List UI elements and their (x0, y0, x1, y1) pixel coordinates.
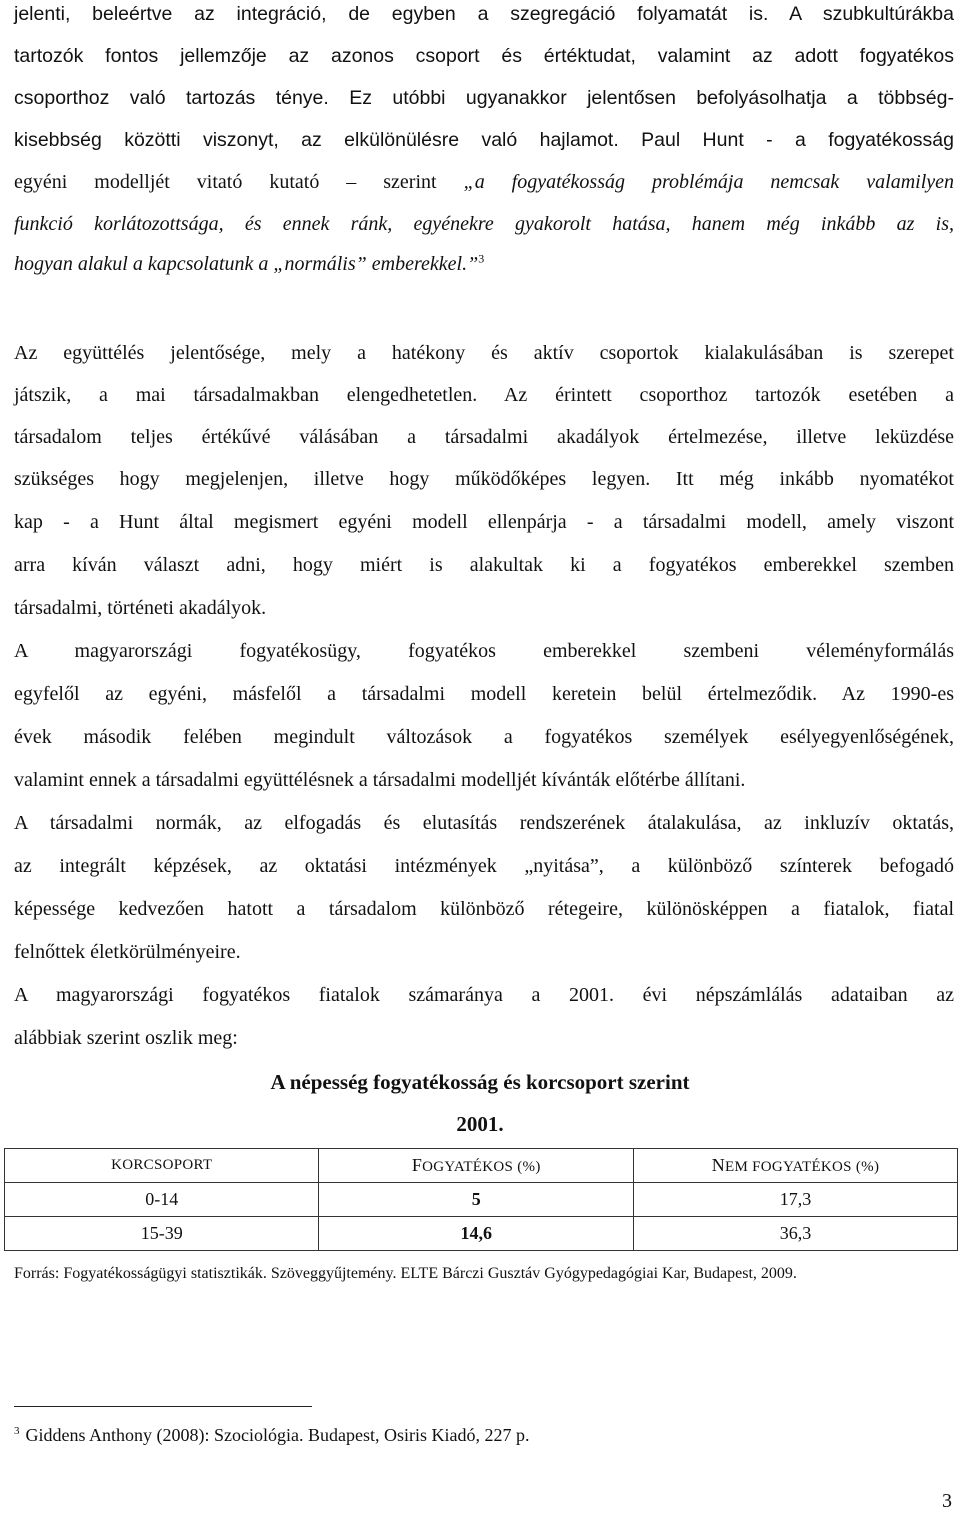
column-header-age-group: KORCSOPORT (5, 1149, 319, 1183)
text-line: évek második felében megindult változások a fogyatékos személyek esélyegyenlőségének, (14, 726, 954, 748)
text-line: A magyarországi fogyatékosügy, fogyatékos emberekkel szembeni véleményformálás (14, 640, 954, 662)
census-table (4, 1148, 958, 1251)
table-cell: 15-39 (5, 1217, 319, 1251)
table-year: 2001. (456, 1112, 504, 1136)
text-line: az integrált képzések, az oktatási intézmények „nyitása”, a különböző színterek befogadó (14, 855, 954, 877)
quote-end-line (14, 252, 954, 276)
table-cell: 17,3 (633, 1183, 957, 1217)
text-line-quote-start (14, 170, 954, 194)
text-line: alábbiak szerint oszlik meg: (14, 1027, 238, 1049)
text-line: valamint ennek a társadalmi együttélésnek a társadalmi modelljét kívánták előtérbe állítani. (14, 769, 746, 791)
table-row (5, 1217, 958, 1251)
footnote-separator (14, 1406, 312, 1407)
table-title: A népesség fogyatékosság és korcsoport szerint (270, 1070, 690, 1094)
text-line: A magyarországi fogyatékos fiatalok számaránya a 2001. évi népszámlálás adataiban az (14, 984, 954, 1006)
footnote-reference: 3 (478, 251, 485, 266)
table-header-row (5, 1149, 958, 1183)
text-line: jelenti, beleértve az integráció, de egyben a szegregáció folyamatát is. A szubkultúrákba (14, 3, 954, 25)
text-line: Az együttélés jelentősége, mely a hatékony és aktív csoportok kialakulásában is szerepet (14, 342, 954, 364)
table-source: Forrás: Fogyatékosságügyi statisztikák. Szöveggyűjtemény. ELTE Bárczi Gusztáv Gyógypedagógiai Kar, Budapest, 2009. (14, 1265, 797, 1282)
footnote-marker: 3 (14, 1425, 20, 1437)
text-line: felnőttek életkörülményeire. (14, 941, 241, 963)
text-line: csoporthoz való tartozás ténye. Ez utóbbi ugyanakkor jelentősen befolyásolhatja a többség- (14, 87, 954, 109)
footnote (14, 1420, 529, 1446)
table-cell: 14,6 (319, 1217, 633, 1251)
table-cell: 5 (319, 1183, 633, 1217)
text-line: kap - a Hunt által megismert egyéni modell ellenpárja - a társadalmi modell, amely viszont (14, 511, 954, 533)
quote-italic: „a fogyatékosság problémája nemcsak valamilyen (463, 171, 955, 193)
text-line: játszik, a mai társadalmakban elengedhetetlen. Az érintett csoporthoz tartozók esetében a (14, 384, 954, 406)
footnote-text: Giddens Anthony (2008): Szociológia. Budapest, Osiris Kiadó, 227 p. (25, 1425, 530, 1445)
text-normal: egyéni modelljét vitató kutató – szerint (14, 171, 464, 193)
text-line: A társadalmi normák, az elfogadás és elutasítás rendszerének átalakulása, az inkluzív oktatás, (14, 812, 954, 834)
text-line: kisebbség közötti viszonyt, az elkülönülésre való hajlamot. Paul Hunt - a fogyatékosság (14, 129, 954, 151)
column-header-disabled: FOGYATÉKOS (%) (319, 1149, 633, 1183)
text-line: társadalom teljes értékűvé válásában a társadalmi akadályok értelmezése, illetve leküzdése (14, 426, 954, 448)
text-line: egyfelől az egyéni, másfelől a társadalmi modell keretein belül értelmeződik. Az 1990-es (14, 683, 954, 705)
column-header-non-disabled: NEM FOGYATÉKOS (%) (633, 1149, 957, 1183)
page-number: 3 (942, 1490, 952, 1512)
text-line: arra kíván választ adni, hogy miért is alakultak ki a fogyatékos emberekkel szemben (14, 554, 954, 576)
text-line: tartozók fontos jellemzője az azonos csoport és értéktudat, valamint az adott fogyatékos (14, 45, 954, 67)
text-line: szükséges hogy megjelenjen, illetve hogy működőképes legyen. Itt még inkább nyomatékot (14, 468, 954, 490)
table-row (5, 1183, 958, 1217)
text-line: társadalmi, történeti akadályok. (14, 597, 267, 619)
table-cell: 36,3 (633, 1217, 957, 1251)
table-cell: 0-14 (5, 1183, 319, 1217)
quote-italic-line: funkció korlátozottsága, és ennek ránk, egyénekre gyakorolt hatása, hanem még inkább az is, (14, 213, 954, 235)
text-line: képessége kedvezően hatott a társadalom különböző rétegeire, különösképpen a fiatalok, fiatal (14, 898, 954, 920)
quote-italic: hogyan alakul a kapcsolatunk a „normális” emberekkel.” (14, 253, 479, 275)
